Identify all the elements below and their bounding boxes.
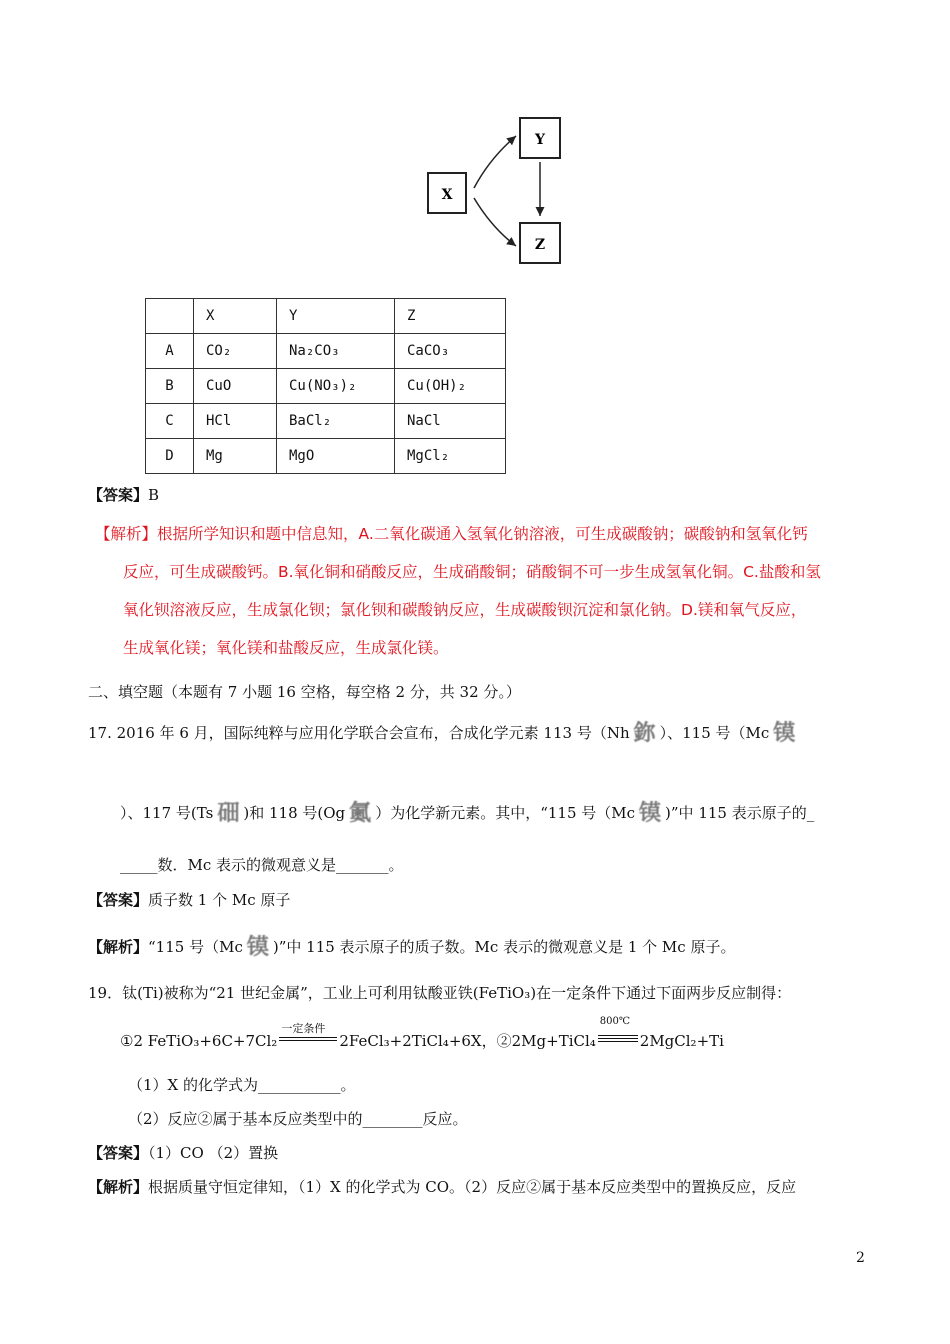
diagram-svg [420, 110, 570, 270]
table-cell: NaCl [395, 404, 506, 439]
analysis-text: “115 号（Mc [148, 938, 243, 956]
q17-line-2 [120, 796, 814, 827]
equation-2-right: 2MgCl₂+Ti [639, 1032, 724, 1050]
element-mc-glyph: 镆 [773, 720, 796, 746]
table-row [146, 334, 506, 369]
condition-text-1: 一定条件 [281, 1022, 326, 1035]
q17-text: )和 118 号(Og [243, 804, 346, 822]
table-cell: MgO [277, 439, 395, 474]
analysis-16-line-2: 反应，可生成碳酸钙。B.氧化铜和硝酸反应，生成硝酸铜；硝酸铜不可一步生成氢氧化铜。C.盐酸和氢 [123, 563, 821, 581]
table-cell: B [146, 369, 194, 404]
answer-label: 【答案】 [88, 1144, 149, 1162]
element-og-glyph: 鿫 [349, 800, 372, 826]
element-mc-glyph: 镆 [639, 800, 662, 826]
table-row [146, 369, 506, 404]
options-table [145, 298, 506, 474]
table-cell: A [146, 334, 194, 369]
table-row [146, 299, 506, 334]
table-header-y: Y [277, 299, 395, 334]
table-cell: D [146, 439, 194, 474]
q17-text: )”中 115 表示原子的_ [665, 804, 815, 822]
table-row [146, 404, 506, 439]
condition-arrow-1 [279, 1022, 337, 1046]
equation-1-right: 2FeCl₃+2TiCl₄+6X，②2Mg+TiCl₄ [339, 1032, 596, 1050]
q17-text: ）、117 号(Ts [120, 804, 214, 822]
q19-equations [120, 1016, 724, 1051]
table-cell: CO₂ [194, 334, 277, 369]
q19-sub-2: （2）反应②属于基本反应类型中的________反应。 [128, 1110, 468, 1128]
table-cell: CuO [194, 369, 277, 404]
equation-1-left: ①2 FeTiO₃+6C+7Cl₂ [120, 1032, 278, 1050]
node-y: Y [535, 132, 545, 148]
q17-line-1 [88, 716, 799, 747]
table-cell: Cu(NO₃)₂ [277, 369, 395, 404]
table-header-z: Z [395, 299, 506, 334]
element-mc-glyph: 镆 [246, 934, 269, 960]
q19-sub-1: （1）X 的化学式为___________。 [128, 1076, 356, 1094]
analysis-17 [88, 930, 735, 961]
table-cell: Cu(OH)₂ [395, 369, 506, 404]
reaction-diagram [420, 110, 570, 270]
table-cell: CaCO₃ [395, 334, 506, 369]
table-cell: BaCl₂ [277, 404, 395, 439]
q17-line-3: _____数．Mc 表示的微观意义是_______。 [120, 856, 404, 874]
answer-value: （1）CO （2）置换 [148, 1144, 279, 1162]
table-cell: C [146, 404, 194, 439]
answer-label: 【答案】 [88, 486, 149, 504]
answer-17 [88, 889, 290, 910]
answer-value: 质子数 1 个 Mc 原子 [148, 891, 291, 909]
analysis-label: 【解析】 [88, 1178, 149, 1196]
answer-label: 【答案】 [88, 891, 149, 909]
answer-value: B [148, 486, 160, 504]
analysis-16-line-3: 氧化钡溶液反应，生成氯化钡；氯化钡和碳酸钠反应，生成碳酸钡沉淀和氯化钠。D.镁和氧气反应， [123, 601, 807, 619]
answer-16 [88, 484, 159, 505]
table-cell [146, 299, 194, 334]
analysis-label: 【解析】 [88, 938, 149, 956]
arrow-x-y [474, 136, 516, 188]
table-cell: Mg [194, 439, 277, 474]
analysis-16-line-4: 生成氧化镁；氧化镁和盐酸反应，生成氯化镁。 [123, 639, 449, 657]
analysis-16-line-1: 【解析】根据所学知识和题中信息知，A.二氧化碳通入氢氧化钠溶液，可生成碳酸钠；碳酸钠和氢氧化钙 [95, 525, 808, 543]
node-z: Z [534, 237, 546, 253]
q17-text: ）为化学新元素。其中，“115 号（Mc [375, 804, 636, 822]
element-nh-glyph: 鉨 [633, 720, 656, 746]
answer-19 [88, 1142, 278, 1163]
page-number: 2 [856, 1250, 865, 1266]
section-heading: 二、填空题（本题有 7 小题 16 空格，每空格 2 分，共 32 分。） [88, 683, 521, 701]
table-cell: HCl [194, 404, 277, 439]
table-cell: Na₂CO₃ [277, 334, 395, 369]
condition-text-2: 800℃ [599, 1016, 631, 1027]
analysis-text: 根据质量守恒定律知，（1）X 的化学式为 CO。（2）反应②属于基本反应类型中的置换反应，反应 [148, 1178, 797, 1196]
node-x: X [441, 187, 453, 203]
arrow-x-z [474, 198, 516, 246]
analysis-19 [88, 1176, 796, 1197]
q19-line-1: 19．钛(Ti)被称为“21 世纪金属”，工业上可利用钛酸亚铁(FeTiO₃)在一定条件下通过下面两步反应制得： [88, 984, 792, 1002]
q17-text: 17. 2016 年 6 月，国际纯粹与应用化学联合会宣布，合成化学元素 113 号（Nh [88, 724, 630, 742]
element-ts-glyph: 鿬 [217, 800, 240, 826]
table-row [146, 439, 506, 474]
condition-arrow-2 [598, 1016, 638, 1046]
table-cell: MgCl₂ [395, 439, 506, 474]
q17-text: ）、115 号（Mc [659, 724, 770, 742]
analysis-text: )”中 115 表示原子的质子数。Mc 表示的微观意义是 1 个 Mc 原子。 [272, 938, 736, 956]
table-header-x: X [194, 299, 277, 334]
